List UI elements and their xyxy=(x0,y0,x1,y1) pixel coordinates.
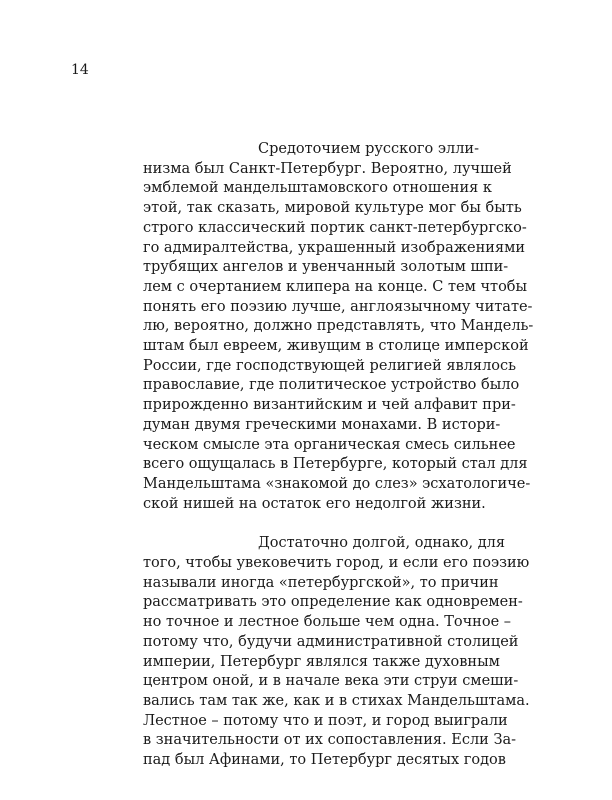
text-line: строго классический портик санкт-петербургско- xyxy=(143,219,527,236)
text-line: Лестное – потому что и поэт, и город выиграли xyxy=(143,712,508,729)
text-line: России, где господствующей религией являлось xyxy=(143,357,517,374)
text-line: православие, где политическое устройство было xyxy=(143,377,520,394)
text-line: лю, вероятно, должно представлять, что Мандель- xyxy=(143,318,534,335)
text-line: прирожденно византийским и чей алфавит при- xyxy=(143,397,516,414)
text-line: того, чтобы увековечить город, и если его поэзию xyxy=(143,555,530,571)
text-line: этой, так сказать, мировой культуре мог бы быть xyxy=(143,200,522,217)
text-line: в значительности от их сопоставления. Если За- xyxy=(143,732,517,749)
text-line: понять его поэзию лучше, англоязычному читате- xyxy=(143,298,533,315)
text-line: но точное и лестное больше чем одна. Точное – xyxy=(143,614,512,631)
text-line: штам был евреем, живущим в столице имперской xyxy=(143,338,529,354)
text-line: лем с очертанием клипера на конце. С тем чтобы xyxy=(143,278,528,295)
text-line: называли иногда «петербургской», то причин xyxy=(143,574,499,591)
text-line: Достаточно долгой, однако, для xyxy=(258,535,505,552)
text-line: империи, Петербург являлся также духовным xyxy=(143,653,500,670)
text-line: пад был Афинами, то Петербург десятых годов xyxy=(143,752,506,768)
text-line: ской нишей на остаток его недолгой жизни. xyxy=(143,495,486,512)
text-line: думан двумя греческими монахами. В истори- xyxy=(143,416,501,433)
text-line: трубящих ангелов и увенчанный золотым шпи- xyxy=(143,259,509,276)
text-line: го адмиралтейства, украшенный изображениями xyxy=(143,239,526,256)
text-line: ческом смысле эта органическая смесь сильнее xyxy=(143,436,516,453)
text-line: низма был Санкт-Петербург. Вероятно, лучшей xyxy=(143,160,512,177)
text-line: Средоточием русского элли- xyxy=(258,141,479,157)
text-line: потому что, будучи административной столицей xyxy=(143,633,519,650)
text-line: вались там так же, как и в стихах Мандельштама. xyxy=(143,692,530,709)
text-line: рассматривать это определение как одновремен- xyxy=(143,594,523,611)
text-line: эмблемой мандельштамовского отношения к xyxy=(143,180,492,197)
page-number: 14 xyxy=(71,62,89,78)
text-line: всего ощущалась в Петербурге, который стал для xyxy=(143,456,528,473)
text-line: центром оной, и в начале века эти струи смеши- xyxy=(143,673,519,690)
text-line: Мандельштама «знакомой до слез» эсхатологиче- xyxy=(143,475,531,492)
